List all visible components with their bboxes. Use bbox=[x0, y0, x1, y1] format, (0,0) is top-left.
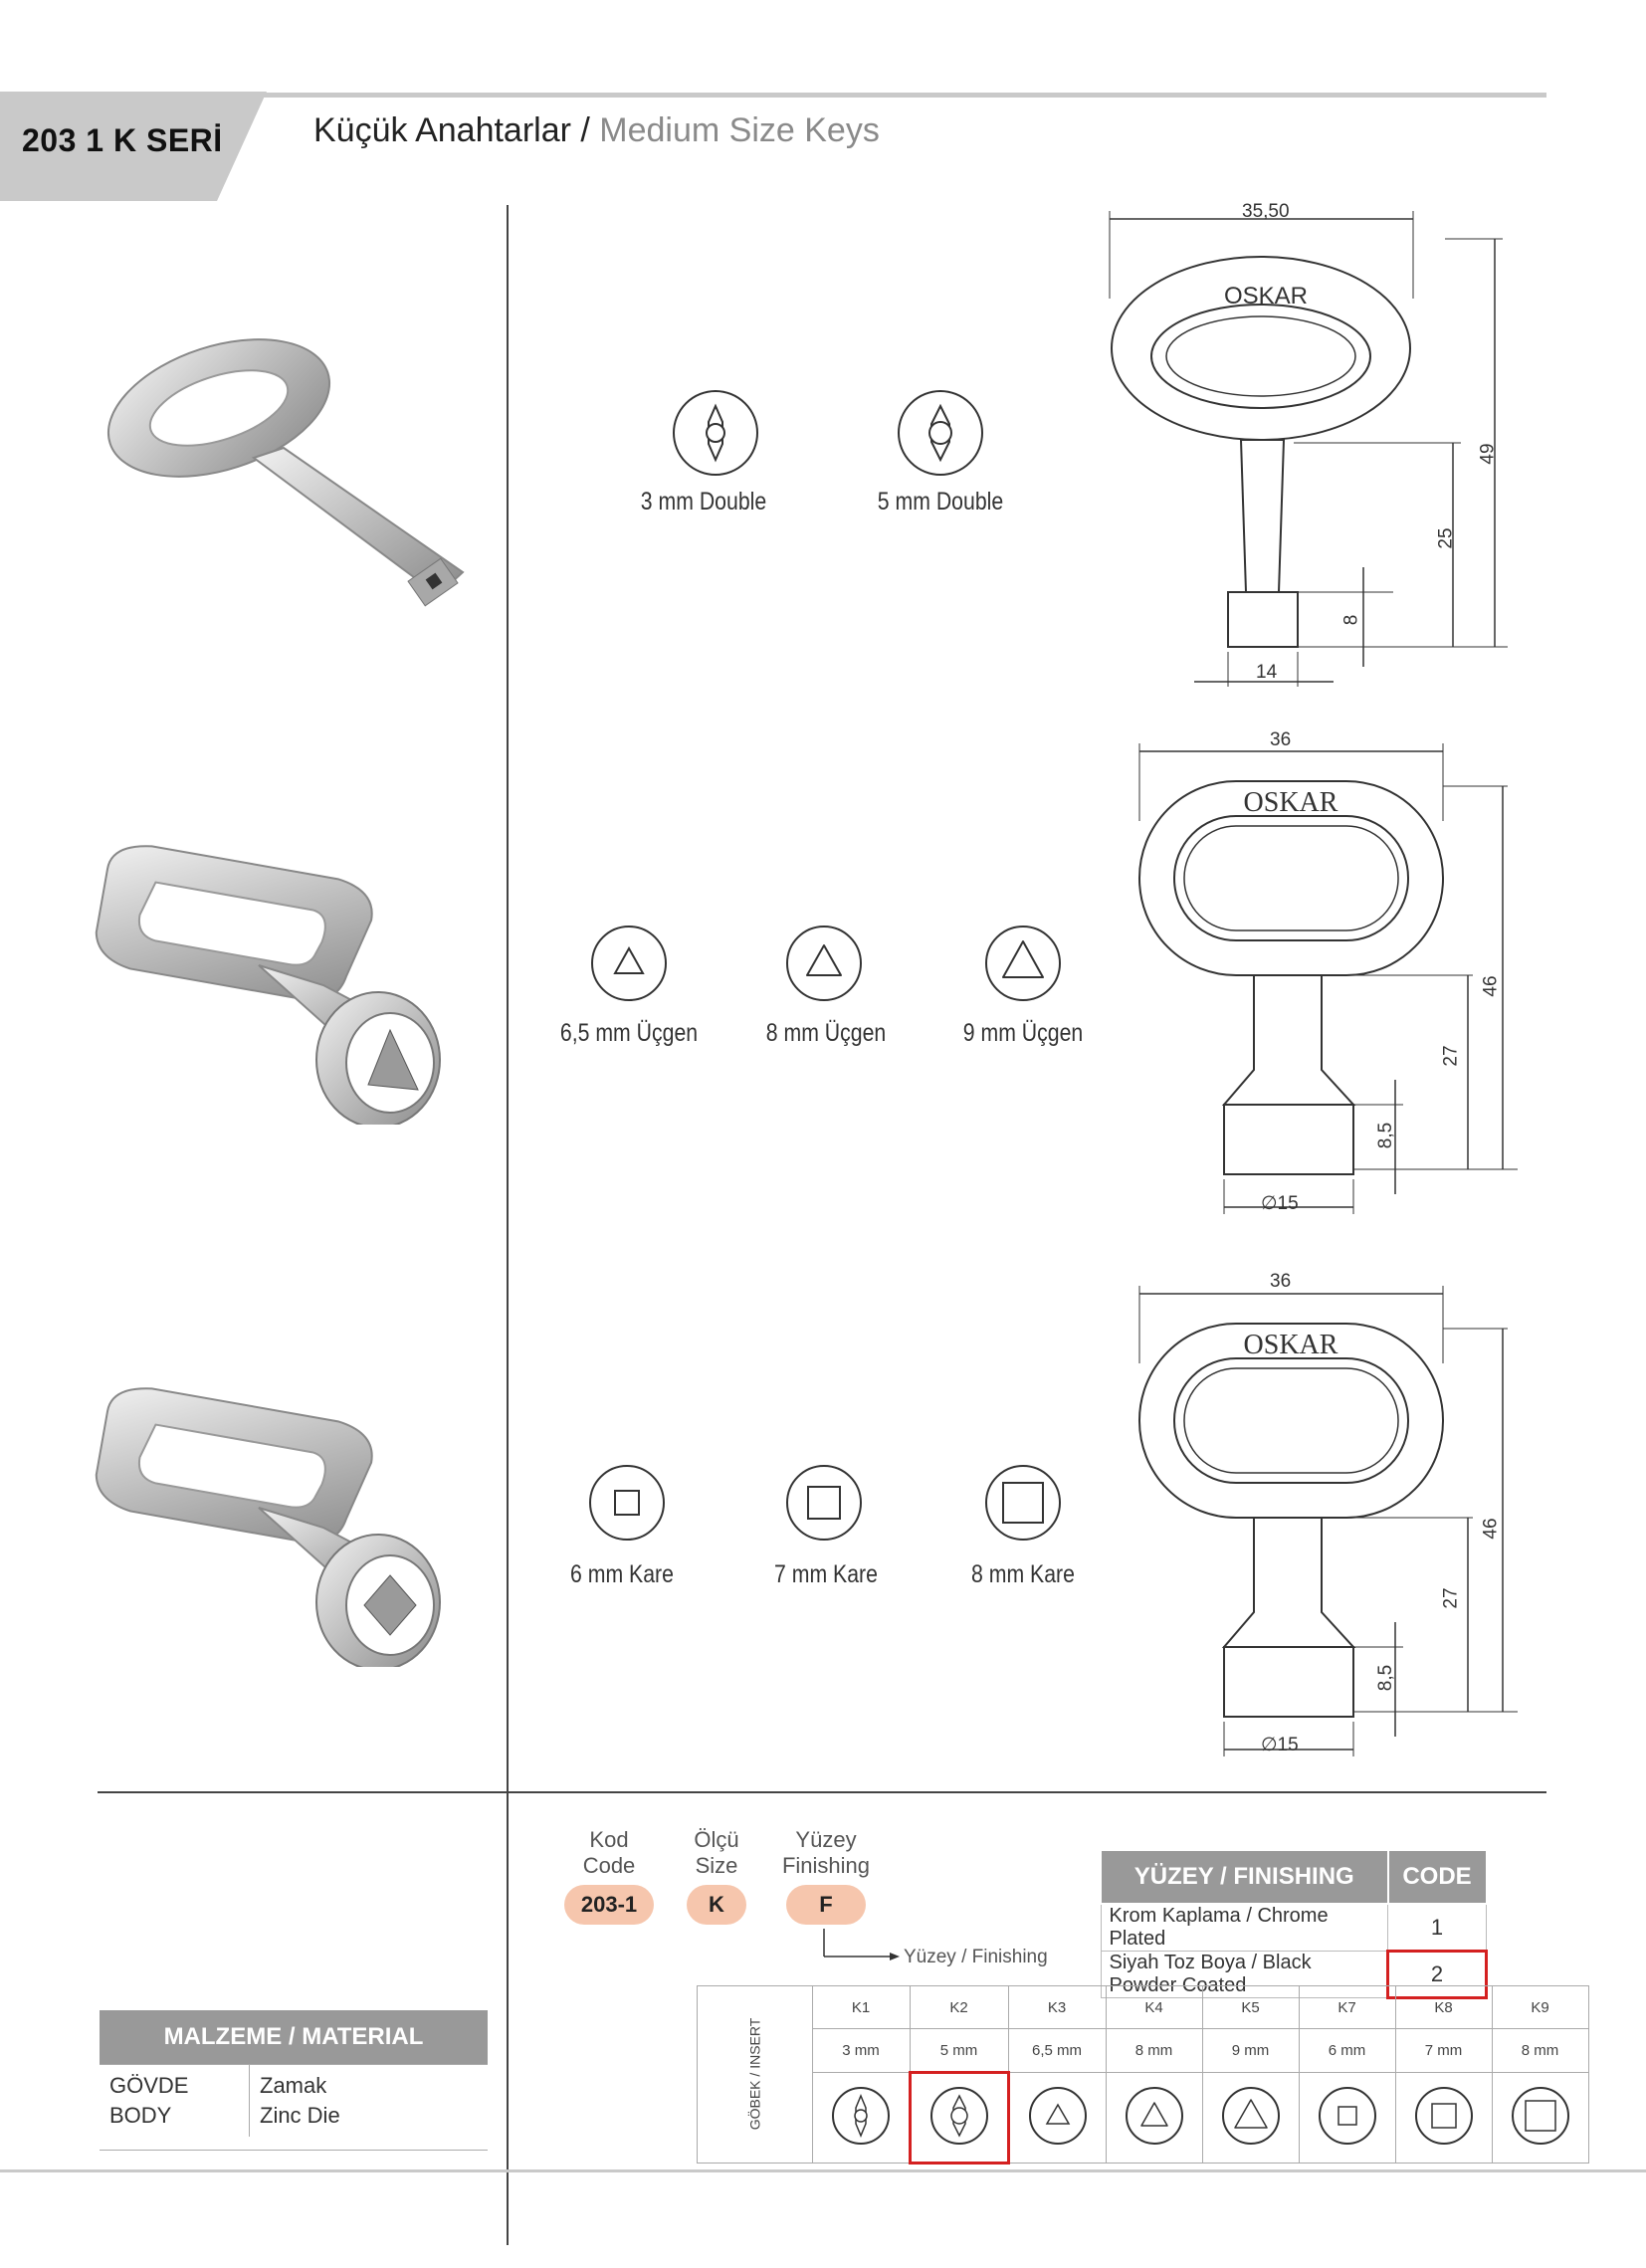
insert-size: 6 mm bbox=[1299, 2029, 1395, 2073]
insert-code: K1 bbox=[812, 1986, 910, 2029]
insert-size: 5 mm bbox=[910, 2029, 1008, 2073]
insert-label: 3 mm Double bbox=[640, 488, 767, 515]
svg-text:OSKAR: OSKAR bbox=[1243, 1330, 1338, 1360]
series-label: 203 1 K SERİ bbox=[22, 122, 223, 158]
code-col-header: CODE bbox=[1388, 1850, 1487, 1904]
kod-tr: Kod bbox=[589, 1827, 629, 1852]
insert-label: 6 mm Kare bbox=[570, 1560, 674, 1588]
dim-tip: 8,5 bbox=[1375, 1122, 1397, 1149]
key-render-square bbox=[80, 1378, 498, 1667]
material-table-bottom bbox=[100, 2150, 488, 2151]
yuzey-heading bbox=[766, 1827, 886, 1879]
title-en: Medium Size Keys bbox=[599, 111, 880, 149]
insert-icon-3mm-double bbox=[671, 388, 760, 478]
yuzey-tr: Yüzey bbox=[795, 1827, 857, 1852]
kod-en: Code bbox=[582, 1853, 636, 1878]
finish-note: Yüzey / Finishing bbox=[904, 1947, 1048, 1967]
dim-tip-width: ∅15 bbox=[1261, 1193, 1299, 1214]
finishing-table bbox=[1100, 1849, 1488, 1999]
insert-icon-9mm-triangle bbox=[983, 924, 1063, 1003]
insert-shape-cell bbox=[1106, 2073, 1202, 2164]
material-header: MALZEME / MATERIAL bbox=[100, 2010, 488, 2065]
olcu-tr: Ölçü bbox=[694, 1827, 739, 1852]
olcu-en: Size bbox=[695, 1853, 738, 1878]
insert-size: 7 mm bbox=[1395, 2029, 1492, 2073]
dim-tip-width: 14 bbox=[1256, 662, 1278, 683]
column-divider bbox=[507, 205, 509, 2245]
insert-icon-6mm-square bbox=[587, 1463, 667, 1543]
key-render-double bbox=[80, 328, 478, 627]
insert-code: K4 bbox=[1106, 1986, 1202, 2029]
finish-code: 1 bbox=[1388, 1904, 1487, 1952]
title-tr: Küçük Anahtarlar / bbox=[313, 111, 600, 149]
square-icon bbox=[1509, 2084, 1572, 2148]
insert-code: K5 bbox=[1202, 1986, 1299, 2029]
header-rule bbox=[257, 93, 1546, 98]
olcu-heading bbox=[657, 1827, 776, 1879]
insert-table bbox=[697, 1985, 1589, 2165]
insert-shape-cell bbox=[1008, 2073, 1106, 2164]
dim-width: 36 bbox=[1270, 1271, 1292, 1292]
dim-width: 36 bbox=[1270, 729, 1292, 750]
insert-size: 3 mm bbox=[812, 2029, 910, 2073]
insert-code: K8 bbox=[1395, 1986, 1492, 2029]
olcu-value-pill: K bbox=[687, 1885, 746, 1925]
double-5mm-icon bbox=[927, 2084, 991, 2148]
yuzey-en: Finishing bbox=[781, 1853, 871, 1878]
insert-label: 8 mm Üçgen bbox=[765, 1019, 887, 1047]
insert-shape-cell bbox=[1492, 2073, 1588, 2164]
page-title bbox=[313, 111, 880, 150]
kod-heading bbox=[549, 1827, 669, 1879]
material-label-tr: GÖVDE bbox=[109, 2073, 189, 2098]
dim-stem: 27 bbox=[1440, 1045, 1462, 1067]
insert-icon-6-5mm-triangle bbox=[589, 924, 669, 1003]
insert-icon-5mm-double bbox=[896, 388, 985, 478]
material-value-tr: Zamak bbox=[260, 2073, 327, 2098]
finish-name: Krom Kaplama / Chrome Plated bbox=[1101, 1904, 1388, 1952]
insert-label: 7 mm Kare bbox=[774, 1560, 878, 1588]
insert-shape-cell bbox=[1202, 2073, 1299, 2164]
insert-code: K9 bbox=[1492, 1986, 1588, 2029]
insert-side-label-cell bbox=[698, 1986, 813, 2164]
double-3mm-icon bbox=[829, 2084, 893, 2148]
dim-stem: 27 bbox=[1440, 1587, 1462, 1609]
insert-size: 8 mm bbox=[1106, 2029, 1202, 2073]
finish-arrow bbox=[816, 1929, 906, 1968]
dim-height: 49 bbox=[1477, 443, 1499, 465]
footer-rule bbox=[0, 2169, 1646, 2172]
triangle-icon bbox=[1026, 2084, 1090, 2148]
triangle-icon bbox=[1219, 2084, 1283, 2148]
dim-stem: 25 bbox=[1435, 527, 1457, 549]
insert-icon-8mm-triangle bbox=[784, 924, 864, 1003]
square-icon bbox=[1316, 2084, 1379, 2148]
insert-size: 8 mm bbox=[1492, 2029, 1588, 2073]
insert-label: 9 mm Üçgen bbox=[962, 1019, 1084, 1047]
insert-code: K3 bbox=[1008, 1986, 1106, 2029]
finish-col-header: YÜZEY / FINISHING bbox=[1101, 1850, 1388, 1904]
svg-text:OSKAR: OSKAR bbox=[1223, 283, 1309, 309]
dim-height: 46 bbox=[1480, 1518, 1502, 1540]
triangle-icon bbox=[1123, 2084, 1186, 2148]
insert-shape-cell bbox=[812, 2073, 910, 2164]
dim-height: 46 bbox=[1480, 975, 1502, 997]
insert-label: 8 mm Kare bbox=[971, 1560, 1075, 1588]
dim-tip: 8,5 bbox=[1375, 1664, 1397, 1692]
dim-tip: 8 bbox=[1340, 614, 1362, 626]
insert-shape-cell-selected bbox=[910, 2073, 1008, 2164]
insert-shape-cell bbox=[1395, 2073, 1492, 2164]
insert-icon-7mm-square bbox=[784, 1463, 864, 1543]
table-row bbox=[1101, 1904, 1487, 1952]
insert-code: K7 bbox=[1299, 1986, 1395, 2029]
insert-shape-cell bbox=[1299, 2073, 1395, 2164]
insert-size: 9 mm bbox=[1202, 2029, 1299, 2073]
finish-name: Siyah Toz Boya / Black Powder Coated bbox=[1101, 1952, 1388, 1998]
insert-size: 6,5 mm bbox=[1008, 2029, 1106, 2073]
material-label-en: BODY bbox=[109, 2103, 172, 2128]
insert-side-label: GÖBEK / INSERT bbox=[746, 2017, 763, 2131]
key-render-triangle bbox=[80, 836, 498, 1125]
insert-code: K2 bbox=[910, 1986, 1008, 2029]
kod-value-pill: 203-1 bbox=[564, 1885, 654, 1925]
material-value-en: Zinc Die bbox=[260, 2103, 340, 2128]
insert-label: 5 mm Double bbox=[877, 488, 1004, 515]
dim-tip-width: ∅15 bbox=[1261, 1735, 1299, 1755]
insert-icon-8mm-square bbox=[983, 1463, 1063, 1543]
material-table bbox=[100, 2010, 488, 2137]
finish-code-selected: 2 bbox=[1388, 1952, 1487, 1998]
insert-label: 6,5 mm Üçgen bbox=[559, 1019, 699, 1047]
section-divider bbox=[98, 1791, 1546, 1793]
svg-text:OSKAR: OSKAR bbox=[1243, 787, 1338, 818]
yuzey-value-pill: F bbox=[786, 1885, 866, 1925]
square-icon bbox=[1412, 2084, 1476, 2148]
dim-width: 35,50 bbox=[1242, 201, 1290, 222]
